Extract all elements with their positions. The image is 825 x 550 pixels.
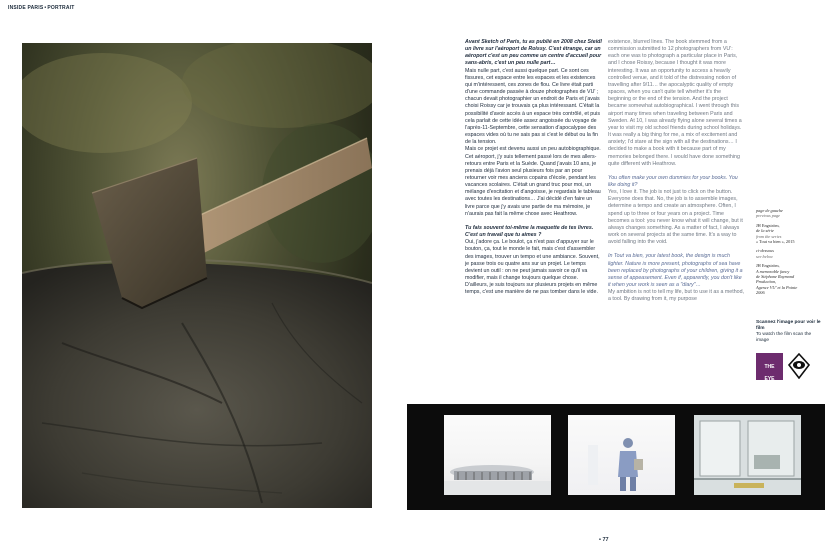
caption-line: ci-dessous <box>756 248 774 254</box>
paragraph: My ambition is not to tell my life, but to use it as a method, a tool. By drawing from it, my purpose <box>608 289 745 303</box>
caption-line: « Tout va bien », 2015 <box>756 239 795 245</box>
caption-line: de la série <box>756 228 774 234</box>
caption-line: JH Engström, <box>756 263 780 269</box>
badge-line: THE <box>764 364 775 370</box>
paragraph: existence, blurred lines. The book stemmed from a commission submitted to 12 photographers from VU': each one was to photograph a particular place in Paris, and I chose Roissy, because I thought it was more interesting. It was an opportunity to access a heavily controlled venue, and it told of the distressing notion of travelling after 9/11… the apocalyptic quality of empty spaces, when you can't quite tell whether it's the beginning or the end of the tension. And the project became somewhat autobiographical. I went through this airport many times when traveling between Paris and Sweden. At 10, I was already flying alone several times a year to visit my old school friends during school holidays. It was really a big thing for me, a mix of excitement and anxiety; I'd stare at the sign with all the destinations… I decided to make a book with it because part of my memories belonged there. I would have done something quite different with Heathrow. <box>608 39 742 167</box>
caption-line: de Stéphane Raymond <box>756 274 795 280</box>
paragraph: Oui, j'adore ça. Le boulot, ça n'est pas d'appuyer sur le bouton, ça, tout le monde le fait, mais c'est d'assembler des images, trouver un tempo et une ambiance. Souvent, je passe trois ou quatre ans sur un projet. Le temps devient un outil : on ne peut jamais savoir ce qu'il va modifier, mais il change toujours quelque chose. D'ailleurs, je suis toujours sur plusieurs projets en même temps, c'est une manière de ne pas tomber dans le vide. <box>465 239 600 296</box>
header-separator: • <box>44 5 47 11</box>
caption-line: JH Engström, <box>756 222 780 228</box>
caption-block <box>756 263 816 295</box>
badge-line: S <box>767 387 772 393</box>
badge-line: EYE <box>764 375 775 382</box>
question: Tu fais souvent toi-même la maquette de tes livres. C'est un travail que tu aimes ? <box>465 224 594 239</box>
paragraph-spacer <box>608 168 744 175</box>
film-frame-person <box>568 415 675 495</box>
running-header <box>8 5 74 11</box>
caption-line: Agence VU' et la Pointe <box>756 284 798 290</box>
caption-line: page de gauche <box>756 208 783 213</box>
caption-block <box>756 223 816 245</box>
eye-scan-icon[interactable] <box>788 353 810 379</box>
french-text-column <box>465 39 602 296</box>
caption-line: 2006 <box>756 290 765 296</box>
caption-line: see below <box>756 253 773 259</box>
film-strip[interactable] <box>407 404 825 510</box>
the-eyes-badge[interactable] <box>756 353 783 393</box>
paragraph: Mais ce projet est devenu aussi un peu autobiographique. Cet aéroport, j'y suis tellement passé lors de mes allers-retours entre Paris et la Suède. Quand j'avais 10 ans, je prenais déjà l'avion seul plusieurs fois par an pour retourner voir mes anciens copains d'école, pendant les vacances scolaires. C'était un grand truc pour moi, un mélange d'excitation et d'angoisse, je regardais le tableau avec toutes les destinations… J'ai décidé d'en faire un livre parce que j'y avais une partie de ma mémoire, je n'aurais pas fait la même chose avec Heathrow. <box>465 146 601 217</box>
caption-line: A memorable fancy <box>756 268 790 274</box>
english-text-column <box>608 39 744 303</box>
paragraph-spacer <box>465 218 602 225</box>
caption-block <box>756 248 816 259</box>
scan-callout <box>756 320 822 344</box>
question: You often make your own dummies for your books. You like doing it? <box>608 174 738 188</box>
caption-line: from the series <box>756 233 782 239</box>
axe-photo <box>22 43 372 508</box>
paragraph: Yes, I love it. The job is not just to click on the button. Everyone does that. No, the job is to assemble images, determine a tempo and create an atmosphere. Often, I spend up to three or four years on a project. Time becomes a tool: you never know what it will change, but it always changes something. As a matter of fact, I always work on several projects at the same time. It's a way to avoid falling into the void. <box>608 189 743 246</box>
paragraph: Mais nulle part, c'est aussi quelque part. Ce sont ces fissures, cet espace entre les espaces et les existences qui m'intéressent, ces zones de flou. Ce livre était parti d'une commande passée à douze photographes de VU' ; chacun devait photographier un endroit de Paris et j'avais choisi Roissy car je trouvais ça plus intéressant. C'était la possibilité d'avoir accès à un espace très contrôlé, et puis cela parlait de cette idée assez angoissée du voyage de l'après-11-Septembre, cette sensation d'apocalypse des espaces vides où tu ne sais pas si c'est le début ou la fin de la tension. <box>465 67 600 146</box>
page-number: • 77 <box>599 537 609 543</box>
film-frame-stadium <box>444 415 551 495</box>
question: Avant Sketch of Paris, tu as publié en 2008 chez Steidl un livre sur l'aéroport de Roissy. C'est étrange, car un aéroport c'est un peu comme un centre d'accueil pour sans-abris, c'est un peu nulle part… <box>465 39 602 67</box>
scan-title: Scannez l'image pour voir le film <box>756 320 821 331</box>
scan-subtitle: To watch the film scan the image <box>756 332 812 343</box>
caption-line: Production, <box>756 279 777 285</box>
paragraph-spacer <box>608 246 744 253</box>
photo-caption <box>756 208 816 300</box>
question: In Tout va bien, your latest book, the design is much lighter. Nature is more present, photographs of sea have been replaced by photographs of your children, giving it a sense of appeasement. Even if, apparently, you don't like it when your work is seen as a "diary"… <box>608 253 743 288</box>
rubric-label: PORTRAIT <box>47 5 75 11</box>
film-frame-window <box>694 415 801 495</box>
caption-block <box>756 208 816 219</box>
section-label: INSIDE PARIS <box>8 5 44 11</box>
caption-line: previous page <box>756 213 781 219</box>
